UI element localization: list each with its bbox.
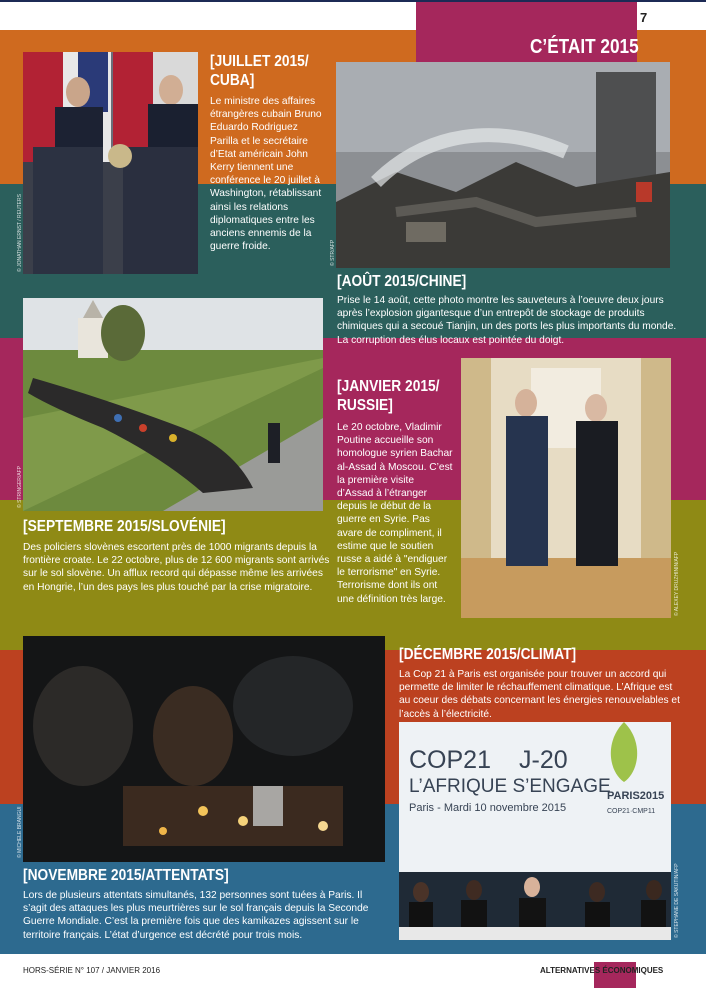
title-chine: [AOÛT 2015/CHINE] — [337, 273, 467, 290]
title-russie-line2: RUSSIE] — [337, 397, 393, 414]
body-slovenie: Des policiers slovènes escortent près de 1000 migrants depuis la frontière croate. Le 22 octobre, plus de 12 600 migrants sont arrivés sur le sol slovène. Un afflux record qui dépasse même les arrivées en Hongrie, l’un des pays les plus touché par la crise migratoire. — [23, 542, 330, 593]
banner-countdown: J-20 — [519, 746, 568, 774]
title-cuba-line1: [JUILLET 2015/ — [210, 53, 309, 70]
credit-slovenie: © STRINGER/AFP — [17, 465, 23, 508]
title-attentats: [NOVEMBRE 2015/ATTENTATS] — [23, 867, 229, 884]
title-climat: [DÉCEMBRE 2015/CLIMAT] — [399, 646, 577, 663]
body-russie: Le 20 octobre, Vladimir Poutine accueille son homologue syrien Bachar al-Assad à Moscou. C’est la première visite d’Assad à l’étranger depuis le début de la guerre en Syrie. Pas avare de compliment, il estime que le soutien russe a aidé à "endiguer le terrorisme" en Syrie. Terrorisme dont ils ont une définition très large. — [337, 422, 453, 605]
credit-climat: © STEPHANE DE SAKUTIN/AFP — [674, 863, 680, 938]
body-attentats: Lors de plusieurs attentats simultanés, 132 personnes sont tuées à Paris. Il s’agit des attaques les plus meurtrières sur le sol français depuis la Seconde Guerre Mondiale. C’est la première fois que des kamikazes agissent sur le territoire français. L’état d’urgence est décrété pour trois mois. — [23, 890, 369, 941]
photo-cuba-press-conference — [23, 52, 198, 274]
banner-logo-sub: COP21·CMP11 — [607, 808, 656, 815]
page-number: 7 — [640, 10, 648, 25]
credit-russie: © ALEXEY DRUZHININ/AFP — [674, 551, 680, 616]
title-slovenie: [SEPTEMBRE 2015/SLOVÉNIE] — [23, 518, 226, 535]
footer-right: ALTERNATIVES ÉCONOMIQUES — [540, 966, 664, 975]
photo-slovenie-migrants — [23, 298, 323, 511]
credit-attentats: © MICHELE BRANGUI — [17, 806, 23, 858]
title-russie-line1: [JANVIER 2015/ — [337, 378, 440, 395]
section-title: C’ÉTAIT 2015 — [530, 36, 639, 58]
title-cuba-line2: CUBA] — [210, 72, 255, 89]
banner-slogan: L’AFRIQUE S’ENGAGE — [409, 776, 611, 797]
credit-chine: © STR/AFP — [330, 239, 336, 266]
banner-cop: COP21 — [409, 746, 491, 774]
photo-attentats-vigil — [23, 636, 385, 862]
banner-logo-main: PARIS2015 — [607, 790, 665, 802]
credit-cuba: © JONATHAN ERNST / REUTERS — [17, 194, 23, 272]
photo-russie-poutine-assad — [461, 358, 671, 618]
banner-date: Paris - Mardi 10 novembre 2015 — [409, 802, 567, 814]
body-chine: Prise le 14 août, cette photo montre les sauveteurs à l’oeuvre deux jours après l’explosion gigantesque d’un entrepôt de stockage de produits chimiques qui a secoué Tianjin, un des ports les plus importants du monde. La corruption des élus locaux est pointée du doigt. — [337, 295, 677, 346]
photo-chine-explosion — [336, 62, 670, 268]
photo-climat-cop21 — [399, 722, 671, 940]
body-climat: La Cop 21 à Paris est organisée pour trouver un accord qui permette de limiter le réchauffement climatique. L’Afrique est au coeur des débats concernant les énergies renouvelables et l’accès à l’électricité. — [399, 669, 680, 720]
body-cuba: Le ministre des affaires étrangères cubain Bruno Eduardo Rodriguez Parilla et le secrétaire d’Etat américain John Kerry tiennent une conférence le 20 juillet à Washington, rétablissant ainsi les relations diplomatiques entre les anciens ennemis de la guerre froide. — [210, 96, 322, 253]
footer-left: HORS-SÉRIE N° 107 / JANVIER 2016 — [23, 966, 161, 975]
